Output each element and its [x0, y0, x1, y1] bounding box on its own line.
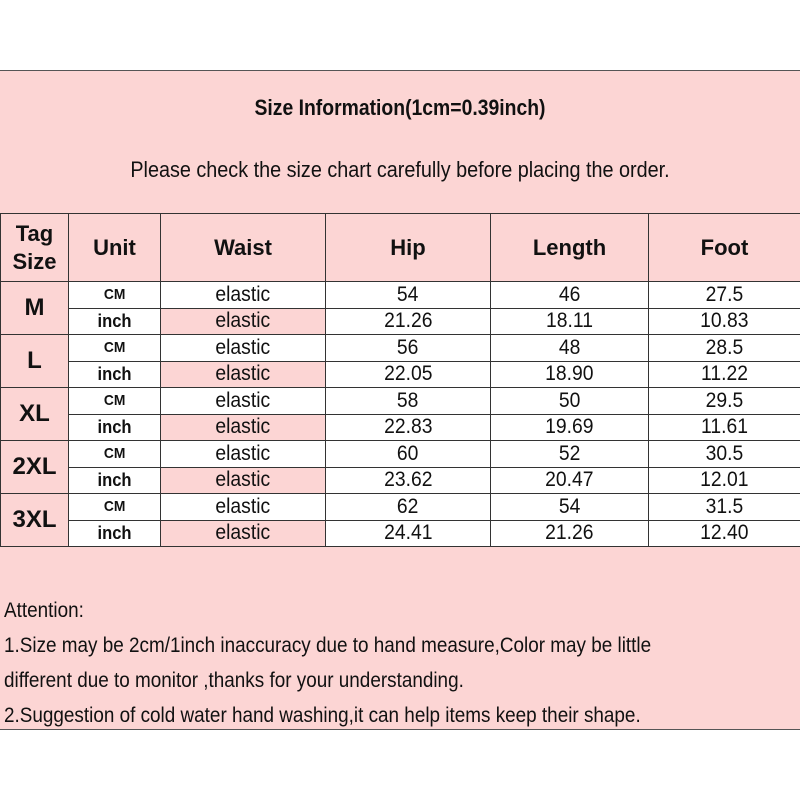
length-value: 21.26	[545, 521, 594, 545]
foot-value: 11.22	[701, 362, 748, 386]
hip-cell	[326, 335, 491, 362]
length-value: 46	[558, 282, 581, 306]
foot-value: 28.5	[705, 335, 744, 359]
header-waist: Waist	[161, 214, 326, 282]
waist-cell	[161, 282, 326, 309]
unit-value: inch	[97, 417, 132, 438]
attention-line-1: 1.Size may be 2cm/1inch inaccuracy due to hand measure,Color may be little	[4, 634, 652, 657]
waist-value: elastic	[215, 494, 271, 518]
unit-cell	[69, 282, 161, 309]
attention-line-3: 2.Suggestion of cold water hand washing,it can help items keep their shape.	[4, 704, 641, 727]
foot-value: 10.83	[700, 309, 749, 333]
hip-value: 56	[397, 335, 419, 359]
waist-cell	[161, 414, 326, 441]
length-cell	[491, 335, 649, 362]
foot-cell	[649, 520, 800, 547]
foot-cell	[649, 494, 800, 521]
table-row	[1, 361, 800, 388]
header-unit: Unit	[69, 214, 161, 282]
waist-value: elastic	[215, 468, 271, 492]
table-row	[1, 388, 800, 415]
table-row	[1, 467, 800, 494]
header-length: Length	[491, 214, 649, 282]
unit-value: CM	[103, 391, 126, 409]
length-cell	[491, 388, 649, 415]
unit-value: inch	[97, 523, 132, 544]
length-value: 18.90	[545, 362, 594, 386]
foot-value: 12.01	[700, 468, 749, 492]
table-row	[1, 441, 800, 468]
table-row	[1, 308, 800, 335]
unit-cell	[69, 494, 161, 521]
waist-cell	[161, 520, 326, 547]
hip-value: 22.05	[383, 362, 433, 386]
length-cell	[491, 282, 649, 309]
waist-cell	[161, 441, 326, 468]
tag-size-cell: 2XL	[1, 441, 69, 494]
unit-value: inch	[97, 311, 132, 332]
header-tag-size-line2: Size	[12, 248, 57, 274]
hip-value: 21.26	[383, 309, 433, 333]
foot-cell	[649, 414, 800, 441]
foot-cell	[649, 467, 800, 494]
foot-cell	[649, 361, 800, 388]
waist-cell	[161, 494, 326, 521]
unit-cell	[69, 361, 161, 388]
header-tag-size-line1: Tag	[15, 220, 54, 246]
size-info-card	[0, 70, 800, 730]
table-row	[1, 520, 800, 547]
unit-cell	[69, 308, 161, 335]
waist-value: elastic	[215, 335, 271, 359]
hip-cell	[326, 414, 491, 441]
unit-value: inch	[97, 470, 132, 491]
size-chart-table	[0, 213, 800, 547]
waist-value: elastic	[215, 309, 271, 333]
length-value: 20.47	[545, 468, 594, 492]
length-value: 54	[558, 494, 581, 518]
hip-cell	[326, 308, 491, 335]
hip-cell	[326, 361, 491, 388]
page-title: Size Information(1cm=0.39inch)	[254, 95, 546, 120]
header-foot: Foot	[649, 214, 800, 282]
waist-cell	[161, 467, 326, 494]
unit-cell	[69, 467, 161, 494]
waist-value: elastic	[215, 388, 271, 412]
table-row	[1, 494, 800, 521]
hip-cell	[326, 441, 491, 468]
foot-cell	[649, 441, 800, 468]
hip-cell	[326, 282, 491, 309]
waist-value: elastic	[215, 415, 271, 439]
hip-value: 22.83	[383, 415, 433, 439]
hip-value: 60	[397, 441, 419, 465]
unit-value: CM	[103, 444, 126, 462]
length-value: 52	[558, 441, 581, 465]
tag-size-cell: L	[1, 335, 69, 388]
tag-size-cell: M	[1, 282, 69, 335]
length-cell	[491, 414, 649, 441]
header-hip: Hip	[326, 214, 491, 282]
unit-value: inch	[97, 364, 132, 385]
header-tag-size	[1, 214, 69, 282]
table-row	[1, 282, 800, 309]
table-row	[1, 414, 800, 441]
unit-cell	[69, 441, 161, 468]
length-cell	[491, 494, 649, 521]
hip-value: 54	[397, 282, 419, 306]
tag-size-cell: 3XL	[1, 494, 69, 547]
length-value: 48	[558, 335, 581, 359]
foot-cell	[649, 308, 800, 335]
hip-value: 23.62	[383, 468, 433, 492]
length-value: 19.69	[545, 415, 594, 439]
waist-value: elastic	[215, 441, 271, 465]
hip-cell	[326, 520, 491, 547]
foot-value: 29.5	[705, 388, 744, 412]
table-header-row	[1, 214, 800, 282]
attention-line-2: different due to monitor ,thanks for your understanding.	[4, 669, 464, 692]
hip-value: 62	[397, 494, 419, 518]
length-cell	[491, 467, 649, 494]
length-cell	[491, 308, 649, 335]
length-cell	[491, 441, 649, 468]
hip-cell	[326, 388, 491, 415]
unit-cell	[69, 335, 161, 362]
waist-cell	[161, 361, 326, 388]
unit-value: CM	[103, 338, 126, 356]
foot-cell	[649, 282, 800, 309]
attention-heading: Attention:	[4, 599, 84, 622]
foot-value: 27.5	[705, 282, 744, 306]
hip-cell	[326, 494, 491, 521]
length-cell	[491, 361, 649, 388]
foot-value: 30.5	[705, 441, 744, 465]
foot-cell	[649, 388, 800, 415]
unit-cell	[69, 388, 161, 415]
waist-cell	[161, 388, 326, 415]
foot-cell	[649, 335, 800, 362]
foot-value: 12.40	[700, 521, 749, 545]
waist-value: elastic	[215, 362, 271, 386]
page-subtitle: Please check the size chart carefully before placing the order.	[130, 157, 670, 182]
tag-size-cell: XL	[1, 388, 69, 441]
length-cell	[491, 520, 649, 547]
unit-cell	[69, 414, 161, 441]
hip-value: 58	[397, 388, 419, 412]
table-row	[1, 335, 800, 362]
length-value: 18.11	[546, 309, 593, 333]
table-body	[1, 282, 800, 547]
unit-value: CM	[103, 497, 126, 515]
waist-value: elastic	[215, 521, 271, 545]
hip-value: 24.41	[383, 521, 433, 545]
attention-notes	[4, 593, 794, 733]
foot-value: 11.61	[701, 415, 748, 439]
unit-cell	[69, 520, 161, 547]
foot-value: 31.5	[705, 494, 744, 518]
length-value: 50	[558, 388, 581, 412]
hip-cell	[326, 467, 491, 494]
waist-value: elastic	[215, 282, 271, 306]
waist-cell	[161, 335, 326, 362]
unit-value: CM	[103, 285, 126, 303]
waist-cell	[161, 308, 326, 335]
